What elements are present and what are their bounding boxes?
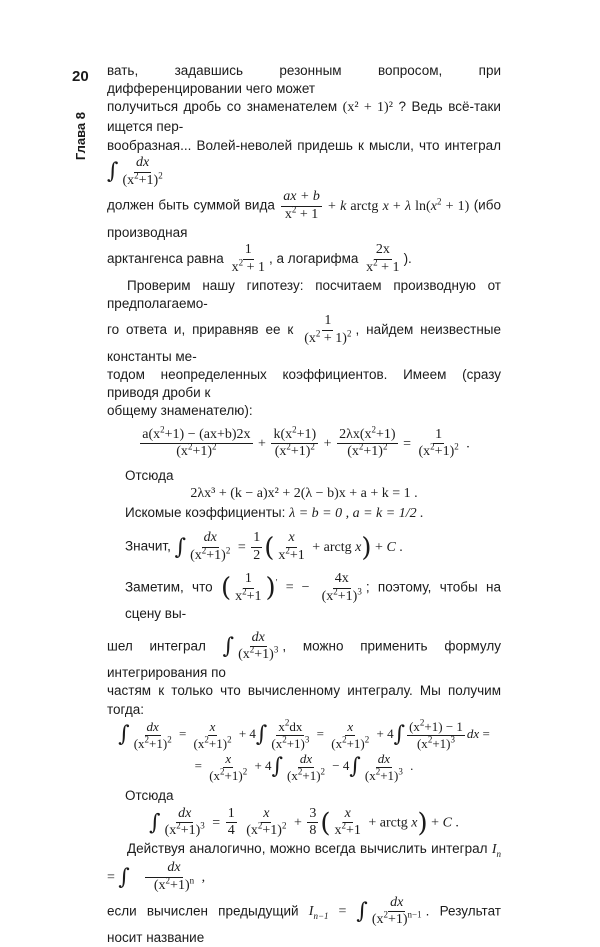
- text: Значит,: [125, 538, 171, 554]
- line: тодом неопределенных коэффициентов. Имеем (сразу приводя дроби к: [107, 367, 501, 401]
- line: Проверим нашу гипотезу: посчитаем производную от предполагаемо-: [107, 277, 501, 311]
- text: ; поэтому, чтобы на сцену вы-: [125, 579, 501, 622]
- text: получиться дробь со знаменателем: [107, 99, 343, 115]
- line: [107, 98, 501, 136]
- page-body: [107, 62, 501, 947]
- chapter-label: Глава 8: [73, 112, 88, 161]
- line: [125, 571, 501, 624]
- text: арктангенса равна: [107, 251, 224, 267]
- text: , можно применить формулу интегрирования по: [107, 638, 501, 681]
- formula: (x² + 1)²: [342, 100, 393, 116]
- text: Искомые коэффициенты:: [125, 505, 286, 521]
- text: Заметим, что: [125, 579, 213, 595]
- line: [107, 242, 501, 277]
- line: [107, 840, 501, 894]
- formula: $\frac{2x}{x^2 + 1}$: [366, 242, 400, 275]
- line: [125, 530, 501, 565]
- formula: $\frac{1}{x^2 + 1}$: [231, 242, 265, 275]
- formula: ∫ $\frac{dx}{(x^2+1)^2}$ = $\frac{1}{2}$ ( $\frac{x}{x^2+1}$ + arctg x) + C .: [174, 530, 403, 564]
- formula: ∫ $\frac{dx}{(x^2+1)^3}$: [222, 629, 279, 663]
- formula: $\frac{ax + b}{x^2 + 1}$ + k arctg x + λ $\ln(x^2 + 1)$: [283, 189, 470, 223]
- equation: ∫ $\frac{dx}{(x^2+1)^2}$ = $\frac{x}{(x^2+1)^2}$ + 4∫ $\frac{x^2dx}{(x^2+1)^3}$ = $\frac{x}{(x^2+1)^2}$ + 4∫ $\frac{(x^2+1) - 1}{(x^2+1)^3}$ dx =: [118, 717, 490, 751]
- line: вать, задавшись резонным вопросом, при дифференцировании чего может: [107, 63, 501, 97]
- line: [107, 189, 501, 242]
- equation: 2λx³ + (k − a)x² + 2(λ − b)x + a + k = 1 .: [190, 486, 418, 502]
- text: шел интеграл: [107, 638, 206, 654]
- text: ).: [403, 251, 412, 267]
- text: (ибо производная: [107, 197, 501, 240]
- line: [107, 137, 501, 190]
- text: . Результат носит название: [107, 903, 501, 946]
- line: общему знаменателю):: [107, 403, 253, 419]
- equation: $\frac{a(x^2+1) - (ax+b)2x}{(x^2+1)^2}$ + $\frac{k(x^2+1)}{(x^2+1)^2}$ + $\frac{2\lambda x(x^2+1)}{(x^2+1)^2}$ = $\frac{1}{(x^2+1)^2}$ .: [142, 424, 470, 460]
- line: частям к только что вычисленному интегралу. Мы получим тогда:: [107, 683, 501, 717]
- formula: $I_{n-1}$ = ∫ $\frac{dx}{(x^2+1)^{n-1}}$: [308, 894, 422, 928]
- line: [107, 895, 501, 947]
- line: Отсюда: [125, 788, 174, 804]
- formula: $\frac{1}{(x^2 + 1)^2}$: [304, 313, 352, 346]
- equation: ∫ $\frac{dx}{(x^2+1)^3}$ = $\frac{1}{4}$ $\frac{x}{(x^2+1)^2}$ + $\frac{3}{8}$ ( $\frac{x}{x^2+1}$ + arctg x) + C .: [149, 805, 459, 839]
- line: [107, 630, 501, 683]
- page-number: 20: [72, 68, 89, 85]
- text: ? Ведь всё-таки ищется пер-: [107, 99, 501, 135]
- formula: λ = b = 0 , a = k = 1/2 .: [289, 506, 424, 522]
- line: [125, 504, 501, 524]
- text: должен быть суммой вида: [107, 197, 275, 213]
- formula: $I_n$ = ∫ $\frac{dx}{(x^2+1)^n}$ ,: [107, 842, 501, 893]
- text: если вычислен предыдущий: [107, 903, 299, 919]
- text: Действуя аналогично, можно всегда вычислить интеграл: [127, 841, 488, 857]
- formula: ( $\frac{1}{x^2+1}$ )′ = − $\frac{4x}{(x^2+1)^3}$: [220, 570, 362, 604]
- text: го ответа и, приравняв ее к: [107, 322, 294, 338]
- text: вообразная... Волей-неволей придешь к мысли, что интеграл: [107, 137, 501, 153]
- text: , а логарифма: [269, 251, 359, 267]
- text: , найдем неизвестные константы ме-: [107, 322, 501, 364]
- formula: ∫ $\frac{dx}{(x^2+1)^2}$: [107, 154, 163, 188]
- line: Отсюда: [125, 468, 174, 484]
- line: [107, 313, 501, 366]
- equation: = $\frac{x}{(x^2+1)^2}$ + 4∫ $\frac{dx}{(x^2+1)^2}$ − 4∫ $\frac{dx}{(x^2+1)^3}$ .: [194, 751, 414, 783]
